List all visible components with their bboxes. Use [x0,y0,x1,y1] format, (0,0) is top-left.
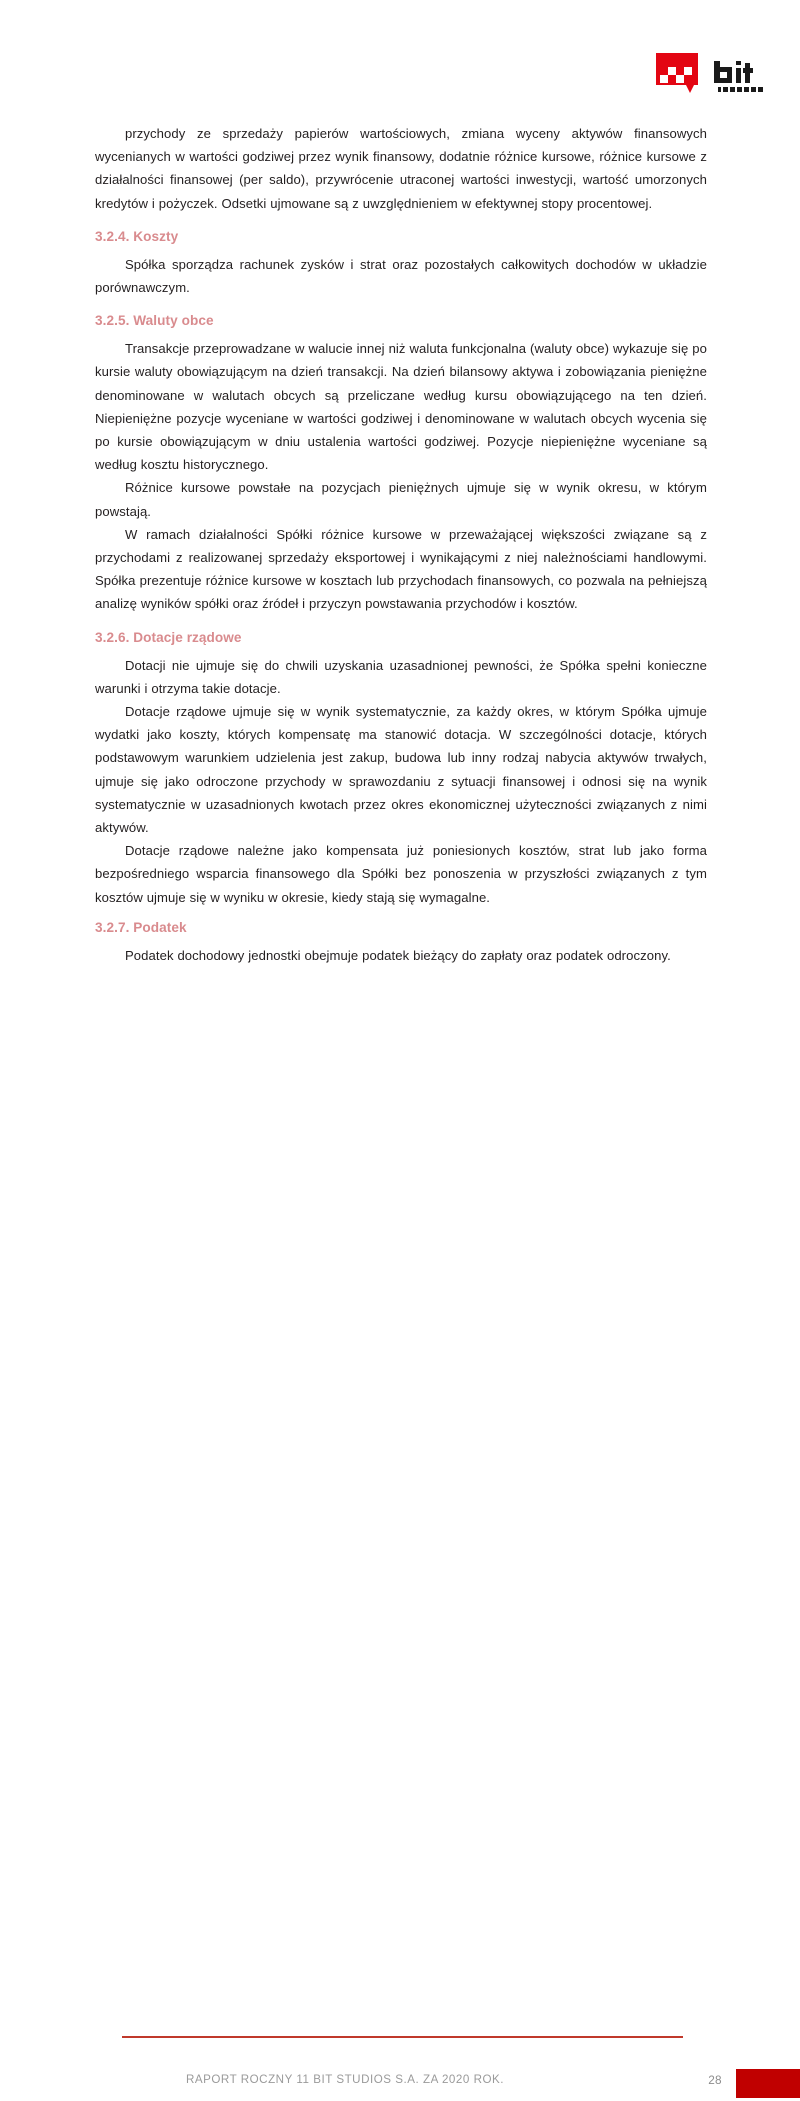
page-footer [0,1011,800,2087]
section-heading-3-2-7: 3.2.7. Podatek [95,919,187,935]
paragraph: przychody ze sprzedaży papierów wartościowych, zmiana wyceny aktywów finansowych wycenianych w wartości godziwej przez wynik finansowy, dodatnie różnice kursowe, różnice kursowe z działalności finansowej (per saldo), przywrócenie utraconej wartości inwestycji, wartość umorzonych kredytów i pożyczek. Odsetki ujmowane są z uwzględnieniem w efektywnej stopy procentowej. [95,126,707,211]
paragraph: Podatek dochodowy jednostki obejmuje podatek bieżący do zapłaty oraz podatek odroczony. [125,947,671,963]
footer-content [0,2071,800,2101]
paragraph: Dotacje rządowe należne jako kompensata już poniesionych kosztów, strat lub jako forma bezpośredniego wsparcia finansowego dla Spółki bez ponoszenia w przyszłości związanych z tym kosztów ujmuje się w wyniku w okresie, kiedy stają się wymagalne. [95,843,707,905]
paragraph: W ramach działalności Spółki różnice kursowe w przeważającej większości związane są z przychodami z realizowanej sprzedaży eksportowej i wynikającymi z niej należnościami handlowymi. Spółka prezentuje różnice kursowe w kosztach lub przychodach finansowych, co pozwala na pełniejszą analizę wyników spółki oraz źródeł i przyczyn powstawania przychodów i kosztów. [95,526,707,612]
section-heading-3-2-4: 3.2.4. Koszty [95,228,179,244]
11-bit-studios-logo-mark-icon [656,53,710,95]
page-number: 28 [708,2073,722,2087]
footer-divider [122,2036,683,2038]
page-header [0,0,800,110]
paragraph: Różnice kursowe powstałe na pozycjach pieniężnych ujmuje się w wynik okresu, w którym powstają. [95,480,707,519]
company-logo [656,53,748,99]
paragraph: Dotacji nie ujmuje się do chwili uzyskania uzasadnionej pewności, że Spółka spełni konieczne warunki i otrzyma takie dotacje. [95,657,707,696]
paragraph: Dotacje rządowe ujmuje się w wynik systematycznie, za każdy okres, w którym Spółka ujmuje wydatki jako koszty, których kompensatę ma stanowić dotacja. W szczególności dotacje, których podstawowym warunkiem udzielenia jest zakup, budowa lub inny rodzaj nabycia aktywów trwałych, ujmuje się jako odroczone przychody w sprawozdaniu z sytuacji finansowej i odnosi się na wynik systematycznie w uzasadnionych kwotach przez okres ekonomicznej użyteczności związanych z nimi aktywów. [95,704,707,836]
footer-red-block [736,2069,800,2098]
section-heading-3-2-5: 3.2.5. Waluty obce [95,313,214,329]
footer-caption: RAPORT ROCZNY 11 BIT STUDIOS S.A. ZA 2020 ROK. [185,2073,505,2086]
document-body [95,122,707,967]
bit-studios-wordmark-icon [714,61,766,95]
paragraph: Transakcje przeprowadzane w walucie innej niż waluta funkcjonalna (waluty obce) wykazuje się po kursie waluty obowiązującym na dzień transakcji. Na dzień bilansowy aktywa i zobowiązania pieniężne denominowane w walutach obcych są przeliczane według kursu obowiązującego na ten dzień. Niepieniężne pozycje wyceniane w wartości godziwej i denominowane w walutach obcych wycenia się po kursie obowiązującym w dniu ustalenia wartości godziwej. Pozycje niepieniężne wyceniane są według kosztu historycznego. [95,341,707,473]
paragraph: Spółka sporządza rachunek zysków i strat oraz pozostałych całkowitych dochodów w układzie porównawczym. [95,256,707,296]
section-heading-3-2-6: 3.2.6. Dotacje rządowe [95,629,242,645]
